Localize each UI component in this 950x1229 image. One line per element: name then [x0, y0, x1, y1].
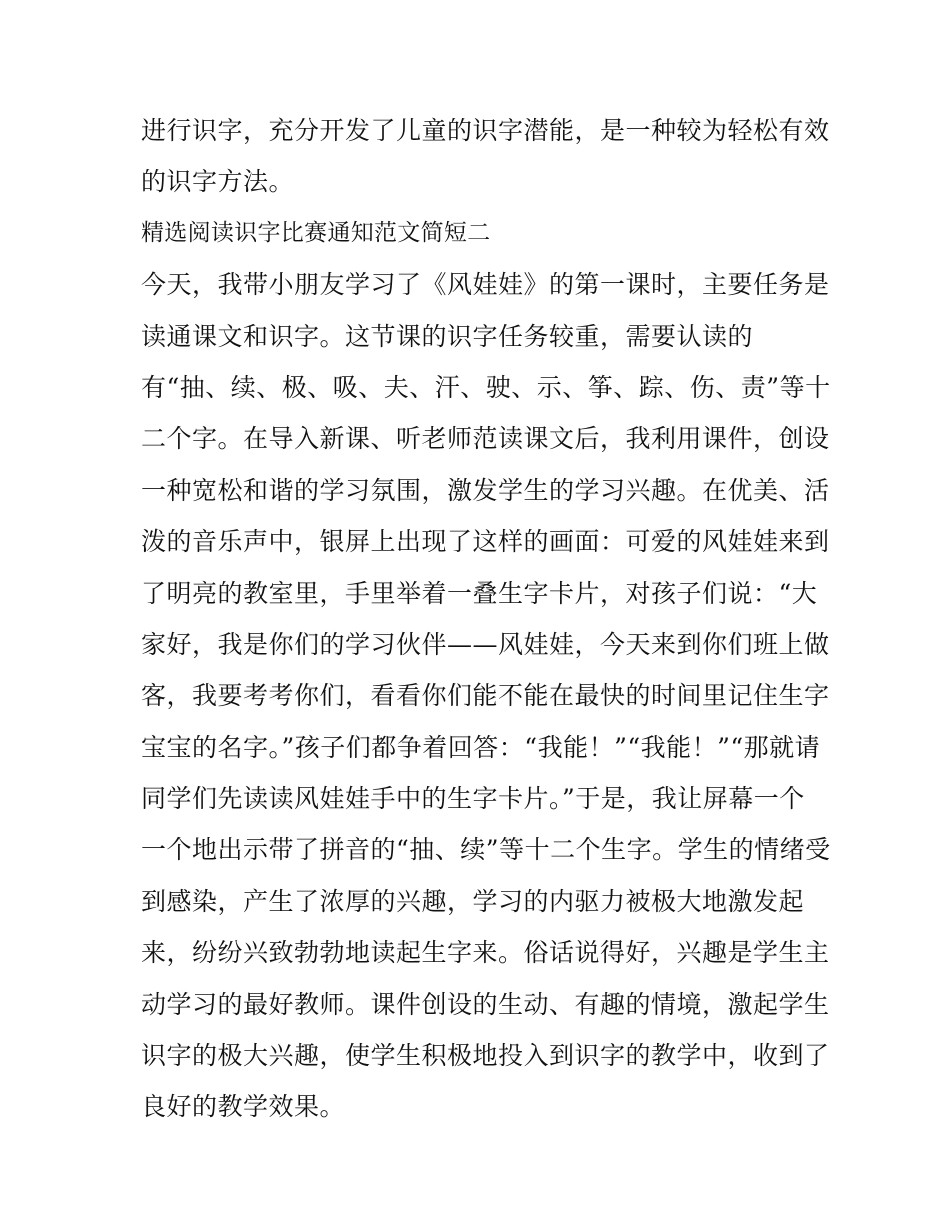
paragraph-line: 有“抽、续、极、吸、夫、汗、驶、示、筝、踪、伤、责”等十	[141, 372, 831, 402]
paragraph-line: 一种宽松和谐的学习氛围，激发学生的学习兴趣。在优美、活	[141, 475, 830, 505]
paragraph-line: 同学们先读读风娃娃手中的生字卡片。”于是，我让屏幕一个	[141, 784, 805, 814]
paragraph-line: 宝宝的名字。”孩子们都争着回答：“我能！”“我能！”“那就请	[141, 732, 821, 762]
paragraph-line: 读通课文和识字。这节课的识字任务较重，需要认读的	[141, 321, 754, 351]
paragraph-line: 来，纷纷兴致勃勃地读起生字来。俗话说得好，兴趣是学生主	[141, 938, 830, 968]
paragraph-line: 识字的极大兴趣，使学生积极地投入到识字的教学中，收到了	[141, 1041, 830, 1071]
paragraph-line: 了明亮的教室里，手里举着一叠生字卡片，对孩子们说：“大	[141, 578, 818, 608]
section-heading: 精选阅读识字比赛通知范文简短二	[141, 219, 491, 246]
paragraph-line: 客，我要考考你们，看看你们能不能在最快的时间里记住生字	[141, 681, 830, 711]
paragraph-line: 良好的教学效果。	[141, 1092, 346, 1122]
paragraph-line: 家好，我是你们的学习伙伴——风娃娃，今天来到你们班上做	[141, 629, 830, 659]
paragraph-line: 到感染，产生了浓厚的兴趣，学习的内驱力被极大地激发起	[141, 886, 805, 916]
paragraph-line: 今天，我带小朋友学习了《风娃娃》的第一课时，主要任务是	[141, 270, 830, 300]
paragraph-line: 泼的音乐声中，银屏上出现了这样的画面：可爱的风娃娃来到	[141, 527, 830, 557]
paragraph-line: 二个字。在导入新课、听老师范读课文后，我利用课件，创设	[141, 424, 830, 454]
paragraph-line: 的识字方法。	[141, 167, 295, 197]
paragraph-line: 动学习的最好教师。课件创设的生动、有趣的情境，激起学生	[141, 989, 830, 1019]
paragraph-line: 一个地出示带了拼音的“抽、续”等十二个生字。学生的情绪受	[141, 835, 831, 865]
document-body	[141, 105, 831, 1133]
paragraph-line: 进行识字，充分开发了儿童的识字潜能，是一种较为轻松有效	[141, 116, 830, 145]
